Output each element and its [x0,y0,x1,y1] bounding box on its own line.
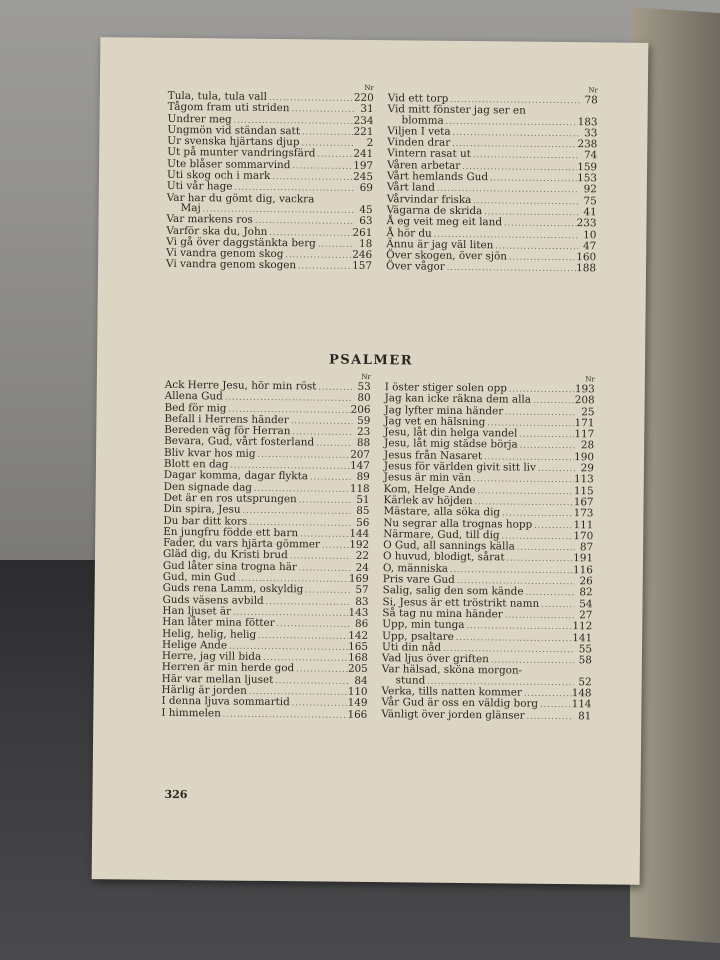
entry-title: Jag vet en hälsning [384,415,486,429]
leader-dots [507,253,576,264]
entry-title: Allena Gud [164,390,223,403]
entry-number: 165 [348,640,369,653]
entry-number: 29 [580,462,594,475]
leader-dots [240,506,351,517]
entry-number: 113 [573,473,594,486]
leader-dots [517,430,574,441]
entry-number: 173 [573,507,594,520]
leader-dots [502,219,577,230]
index-entry [381,709,591,722]
entry-title: Våren arbetar [387,158,461,172]
entry-title: Fader, du vars hjärta gömmer [163,536,320,551]
entry-number: 41 [583,206,597,219]
entry-number: 75 [583,194,597,208]
leader-dots [294,665,348,676]
entry-title: Den signade dag [163,480,253,494]
entry-title: Jesu, låt mig städse börja [384,437,518,452]
entry-number: 191 [573,552,594,565]
entry-title: Dagar komma, dagar flykta [163,469,309,483]
entry-number: 52 [578,675,592,689]
entry-number: 10 [583,228,597,241]
entry-number: 157 [352,260,373,273]
entry-number: 220 [353,91,374,105]
entry-title: Så tag nu mina händer [382,607,503,621]
entry-number: 55 [578,643,593,656]
entry-title: Vid mitt fönster jag ser en [387,103,526,117]
entry-number: 118 [349,482,370,495]
entry-number: 18 [358,237,373,250]
entry-title: Herren är min herde god [161,661,295,675]
entry-title: I himmelen [161,706,221,720]
entry-title: Salig, salig den som kände [382,584,524,598]
entry-title: Din spira, Jesu [163,503,241,516]
leader-dots [531,396,575,407]
nr-header: Nr [361,372,371,382]
entry-number: 86 [354,618,369,631]
leader-dots [475,486,573,497]
entry-number: 89 [356,471,370,484]
entry-title: Varför ska du, John [166,224,268,238]
entry-title: Ack Herre Jesu, hör min röst [164,378,317,393]
leader-dots [444,116,578,128]
entry-number: 85 [356,505,370,518]
entry-number: 197 [353,159,374,172]
entries [381,382,595,722]
entry-number: 112 [572,620,593,633]
entry-title: Undrer meg [167,112,232,126]
entry-title: Vårt hemlands Gud [386,170,489,184]
leader-dots [316,382,353,393]
entry-number: 115 [573,484,594,498]
leader-dots [536,464,576,475]
entry-number: 159 [577,160,598,174]
leader-dots [539,599,574,610]
leader-dots [448,565,573,577]
entry-title: Verka, tills natten kommer [381,685,522,699]
leader-dots [308,473,352,484]
entry-title: O Gud, all sannings källa [383,539,515,553]
entries [386,93,598,275]
entry-title: Vinden drar [387,136,451,150]
leader-dots [316,239,355,250]
entry-number: 144 [349,527,370,540]
entry-number: 28 [580,439,595,452]
entry-number: 261 [352,226,373,239]
book-page [92,37,649,885]
leader-dots [296,262,352,273]
entry-title: Guds väsens avbild [162,593,264,607]
entry-title: Vänligt över jorden glänser [381,707,525,722]
entry-title: Helig, helig, helig [162,627,257,641]
entry-title: Mästare, alla söka dig [383,505,501,519]
entry-number: 114 [571,698,592,711]
entry-number: 153 [577,172,598,185]
entry-title: Han låter mina fötter [162,616,275,630]
entry-number: 149 [347,697,368,710]
leader-dots [297,563,351,574]
entry-number: 170 [573,529,594,543]
entry-title: Jesus är min vän [383,471,472,485]
entry-number: 31 [360,103,374,116]
leader-dots [289,416,353,427]
entry-title: O, människa [382,561,449,575]
entry-title: blomma [401,113,444,127]
entry-title: Jesus för världen givit sitt liv [383,460,536,474]
entry-title: Ut på munter vandringsfärd [167,146,316,160]
entry-number: 45 [359,203,373,216]
entry-title: Vi gå över daggstänkta berg [166,235,316,250]
entry-number: 56 [356,516,370,529]
entry-number: 116 [572,563,593,577]
entry-title: O huvud, blodigt, sårat [382,550,505,564]
entry-number: 166 [347,708,368,721]
entry-number: 206 [350,403,371,416]
entry-title: Vintern rasat ut [387,147,471,161]
entry-title: Vi vandra genom skog [166,247,284,261]
leader-dots [303,586,350,597]
entry-number: 47 [582,240,597,253]
entry-number: 26 [579,575,593,588]
entry-title: Var hälsad, sköna morgon- [381,663,523,678]
entry-title: En jungfru födde ett barn [163,525,299,540]
entry-title: Befall i Herrens händer [164,412,289,427]
leader-dots [289,104,355,115]
entry-title: Tågom fram uti striden [167,101,290,115]
entry-title: Bevara, Gud, vårt fosterland [164,435,315,449]
leader-dots [488,173,577,184]
entry-number: 188 [576,262,597,275]
entry-title: Maj [180,201,201,215]
entry-number: 142 [348,629,369,642]
entry-title: Vi vandra genom skogen [165,258,297,272]
leader-dots [525,711,574,722]
index-column-psalm-left [161,371,371,721]
entry-title: Blott en dag [163,457,229,471]
entry-title: Uti din nåd [381,640,442,654]
entry-number: 51 [356,493,370,506]
entry-number: 143 [348,606,369,619]
leader-dots [253,216,355,227]
entry-title: Han ljuset är [162,604,232,618]
entry-number: 207 [350,448,371,461]
leader-dots [454,632,573,644]
entry-number: 78 [584,94,598,107]
entry-title: Gud låter sina trogna här [162,559,297,573]
entry-number: 74 [583,149,598,162]
entry-title: Vårvindar friska [386,192,472,206]
leader-dots [288,552,351,563]
page-number: 326 [164,787,188,802]
leader-dots [464,621,572,632]
entry-title: Bereden väg för Herran [164,424,291,438]
entry-title: Bliv kvar hos mig [164,446,256,460]
entry-number: 83 [355,595,369,608]
entry-title: Herre, jag vill bida [161,649,262,663]
entry-title: Vägarna de skrida [386,204,483,218]
entry-title: Ur svenska hjärtans djup [167,135,300,149]
entry-number: 110 [347,685,368,699]
entry-number: 221 [353,125,374,138]
entry-number: 234 [353,114,374,127]
entry-title: Jag lyfter mina händer [384,403,504,417]
leader-dots [300,127,354,138]
nr-header: Nr [585,375,595,384]
entry-title: Ännu är jag väl liten [386,238,494,252]
entry-number: 238 [577,138,598,151]
entry-number: 117 [574,428,595,441]
leader-dots [538,700,572,711]
entry-title: Kom, Helge Ande [383,482,476,496]
entry-title: Uti skog och i mark [166,168,271,183]
entry-title: Ungmön vid ständan satt [167,123,300,138]
entry-title: Vad ljus över griften [381,652,489,666]
entry-number: 25 [581,405,595,418]
entry-number: 245 [353,170,374,184]
entry-title: Å eg veit meg eit land [386,215,503,229]
leader-dots [320,541,350,552]
index-column-top-right [386,84,598,275]
leader-dots [503,407,576,418]
entry-title: Här var mellan ljuset [161,672,274,686]
entry-number: 111 [573,518,594,531]
leader-dots [270,172,353,183]
entry-number: 193 [574,383,595,396]
leader-dots [515,543,575,554]
entry-number: 171 [574,417,595,430]
entry-number: 82 [579,586,593,599]
entry-title: Upp, psaltare [382,629,454,643]
entry-title: Jag kan icke räkna dem alla [384,392,532,406]
entry-title: Ute blåser sommarvind [167,157,291,171]
entry-number: 54 [579,597,593,610]
leader-dots [445,263,577,275]
entry-title: Närmare, Gud, till dig [383,528,500,542]
entry-title: Gud, min Gud [162,570,236,584]
entry-number: 190 [574,450,595,464]
leader-dots [315,150,353,161]
entry-title: Tula, tula, tula vall [167,89,268,103]
entry-number: 88 [356,437,371,450]
entry-title: Jesu, låt din helga vandel [384,426,518,440]
entry-number: 192 [349,538,370,552]
entry-title: Vid ett torp [387,92,449,105]
entry-number: 81 [578,709,592,722]
leader-dots [518,441,577,452]
entry-title: Si, Jesus är ett tröstrikt namn [382,595,540,610]
entry-number: 168 [348,651,368,665]
entry-number: 27 [579,609,593,622]
leader-dots [256,630,348,641]
leader-dots [297,495,352,506]
entry-title: Viljen I veta [387,125,451,138]
entry-number: 147 [350,459,371,473]
entry-title: Guds rena Lamm, oskyldig [162,582,304,596]
entry-title: Var har du gömt dig, vackra [166,191,315,206]
entry-number: 141 [572,631,593,644]
leader-dots [273,676,350,687]
entry-number: 63 [359,215,373,228]
entry-title: Över skogen, över sjön [386,249,508,263]
entry-title: Vår Gud är oss en väldig borg [381,696,539,711]
entry-number: 53 [357,380,371,394]
entry-number: 160 [576,251,597,264]
entry-title: I denna ljuva sommartid [161,695,290,709]
leader-dots [256,450,351,461]
entry-title: Härlig är jorden [161,683,247,697]
entry-number: 23 [357,426,371,439]
entry-title: Pris vare Gud [382,573,455,586]
entries [161,380,371,721]
entry-number: 241 [353,148,374,161]
index-column-top-left [166,82,374,273]
leader-dots [451,128,580,140]
entry-number: 233 [576,217,597,230]
entry-title: Helige Ande [162,638,228,652]
entry-title: Över vågor [385,260,445,274]
entry-number: 2 [366,137,374,150]
entry-number: 205 [347,663,368,676]
entry-number: 57 [355,584,369,597]
entry-title: Var markens ros [166,213,253,227]
leader-dots [504,554,573,565]
entry-number: 84 [354,674,368,687]
entry-title: Bed för mig [164,401,227,415]
entry-title: Jesus från Nasaret [384,448,483,462]
leader-dots [471,474,574,485]
entry-number: 80 [357,392,371,405]
leader-dots [290,161,353,172]
entry-number: 59 [357,414,371,427]
entry-number: 69 [359,182,373,195]
leader-dots [503,610,575,621]
leader-dots [223,393,353,405]
entry-number: 169 [348,572,369,586]
entry-title: Det är en ros utsprungen [163,491,297,506]
leader-dots [471,151,579,162]
entry-number: 92 [583,183,597,196]
entry-number: 24 [355,561,369,574]
entries [166,91,374,273]
index-entry [161,707,367,720]
leader-dots [290,698,348,709]
entry-number: 183 [577,115,598,128]
leader-dots [275,619,351,630]
entry-title: Uti vår hage [166,180,233,193]
entry-title: Upp, min tunga [382,618,465,632]
entry-title: stund [395,674,426,687]
entry-title: Vårt land [386,181,435,195]
entry-number: 148 [571,687,592,700]
leader-dots [264,597,351,608]
nr-header: Nr [588,86,598,95]
leader-dots [532,520,573,531]
entry-number: 208 [574,394,595,407]
entry-number: 22 [355,550,370,563]
leader-dots [314,439,352,450]
entry-title: Gläd dig, du Kristi brud [162,548,288,562]
entry-title: Å hör du [386,226,432,240]
entry-number: 246 [352,248,373,262]
entry-number: 33 [584,127,598,140]
entry-title: Nu segrar alla trognas hopp [383,516,533,531]
nr-header: Nr [364,83,374,93]
entry-number: 167 [573,496,594,509]
leader-dots [471,196,578,207]
index-entry [166,259,372,272]
index-entry [386,262,596,275]
entry-title: Kärlek av höjden [383,494,473,508]
index-column-psalm-right [381,373,595,722]
entry-title: I öster stiger solen opp [384,381,507,395]
entry-number: 87 [579,541,594,554]
entry-title: Du bar ditt kors [163,514,248,528]
section-title: PSALMER [328,352,414,369]
entry-number: 58 [578,654,592,667]
leader-dots [221,709,348,721]
